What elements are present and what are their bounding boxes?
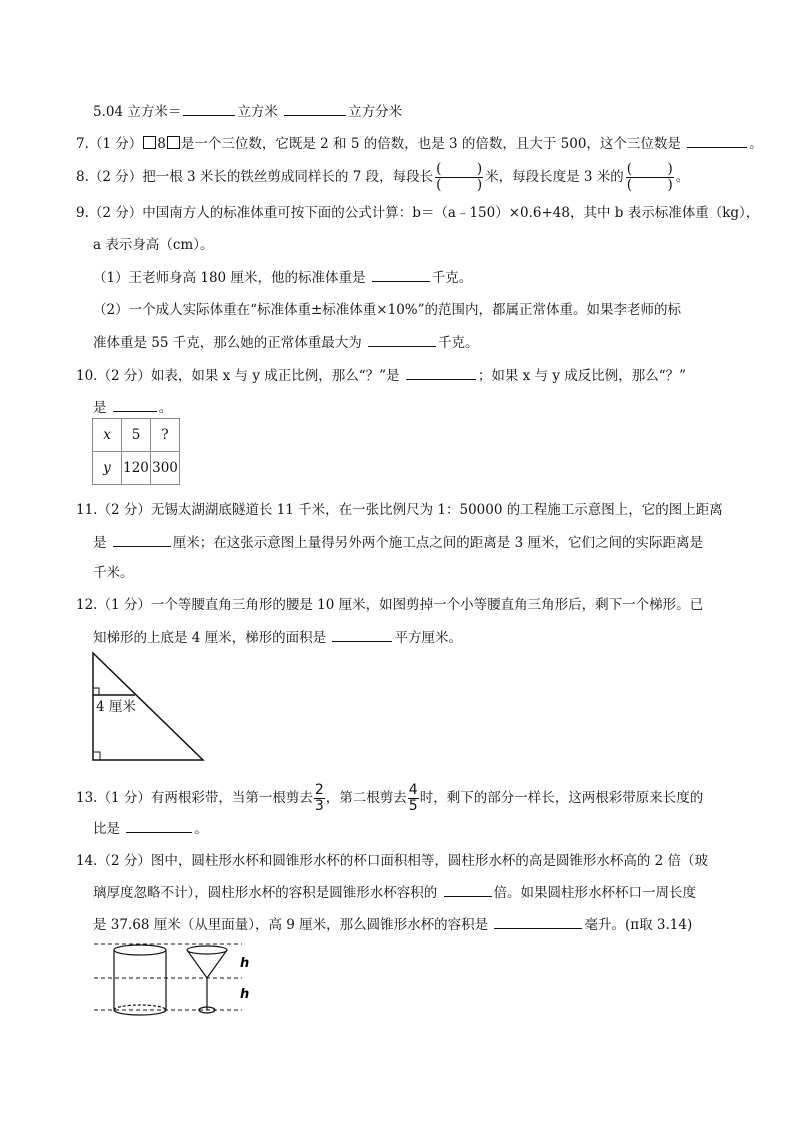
q12-line-1: 12.（1 分）一个等腰直角三角形的腰是 10 厘米，如图剪掉一个小等腰直角三角形后，剩下一个梯形。已 [76, 597, 704, 613]
q9-line-2: a 表示身高（cm）。 [93, 237, 214, 253]
q6-line: 5.04 立方米＝ 立方米 立方分米 [93, 101, 402, 122]
table-row [93, 419, 180, 452]
table-cell: y [93, 452, 122, 485]
table-row [93, 452, 180, 485]
q11-line-3: 千米。 [93, 565, 134, 581]
q11-line-1: 11.（2 分）无锡太湖湖底隧道长 11 千米，在一张比例尺为 1：50000 的工程施工示意图上，它的图上距离 [76, 502, 723, 518]
digit-box-1 [143, 136, 156, 149]
q6-blank-2[interactable] [284, 101, 346, 116]
q10-line-1: 10.（2 分）如表，如果 x 与 y 成正比例，那么“？”是 ；如果 x 与 y 成反比例，那么“？” [76, 365, 686, 386]
q13-blank[interactable] [126, 818, 192, 833]
table-cell: 300 [151, 452, 180, 485]
h-label-top: h [240, 956, 250, 971]
dashed-guides [94, 944, 242, 1010]
right-angle-mark-bottom [93, 752, 100, 760]
q10-blank-2[interactable] [113, 397, 157, 412]
table-cell: 5 [122, 419, 151, 452]
fraction-two-thirds: $\frac{2}{3}$ [314, 782, 324, 814]
cylinder-cup [114, 945, 166, 1015]
q7-line: 7.（1 分） 8 是一个三位数，它既是 2 和 5 的倍数，也是 3 的倍数，且大于 500，这个三位数是 。 [76, 133, 763, 154]
table-cell: x [93, 419, 122, 452]
q9-blank-2[interactable] [368, 332, 436, 347]
q9-sub2-line-1: （2）一个成人实际体重在“标准体重±标准体重×10%”的范围内，都属正常体重。如果李老师的标 [93, 302, 682, 318]
digit-box-2 [167, 136, 180, 149]
fraction-four-fifths: $\frac{4}{5}$ [408, 782, 418, 814]
q13-line-2: 比是 。 [93, 818, 208, 839]
q14-blank-1[interactable] [444, 882, 492, 897]
q13-line-1: 13.（1 分）有两根彩带，当第一根剪去 $\frac{2}{3}$ ，第二根剪去 $\frac{4}{5}$ 时，剩下的部分一样长，这两根彩带原来长度的 [76, 782, 704, 814]
q14-line-1: 14.（2 分）图中，圆柱形水杯和圆锥形水杯的杯口面积相等，圆柱形水杯的高是圆锥形水杯高的 2 倍（玻 [76, 853, 709, 869]
xy-table [92, 418, 180, 485]
q14-line-2: 璃厚度忽略不计），圆柱形水杯的容积是圆锥形水杯容积的 倍。如果圆柱形水杯杯口一周长度 [93, 882, 696, 903]
q8-line: 8.（2 分）把一根 3 米长的铁丝剪成同样长的 7 段，每段长 ( ) ( ) 米，每段长度是 3 米的 ( ) ( ) 。 [76, 161, 690, 193]
table-cell: ? [151, 419, 180, 452]
cone-cup [187, 946, 227, 1013]
q12-figure-label: 4 厘米 [96, 699, 136, 715]
q6-blank-1[interactable] [183, 101, 235, 116]
q14-line-3: 是 37.68 厘米（从里面量），高 9 厘米，那么圆锥形水杯的容积是 毫升。(π取 3.14) [93, 914, 692, 935]
q9-blank-1[interactable] [372, 267, 430, 282]
q8-fraction-2[interactable]: ( ) ( ) [626, 161, 673, 193]
q10-blank-1[interactable] [406, 365, 476, 380]
q12-line-2: 知梯形的上底是 4 厘米，梯形的面积是 平方厘米。 [93, 627, 462, 648]
q11-blank[interactable] [113, 532, 171, 547]
h-label-bottom: h [240, 987, 250, 1002]
q7-blank[interactable] [687, 133, 747, 148]
q11-line-2: 是 厘米；在这张示意图上量得另外两个施工点之间的距离是 3 厘米，它们之间的实际距离是 [93, 532, 703, 553]
cups-figure [92, 938, 262, 1022]
q10-line-2: 是 。 [93, 397, 172, 418]
q8-fraction-1[interactable]: ( ) ( ) [436, 161, 483, 193]
q9-line-1: 9.（2 分）中国南方人的标准体重可按下面的公式计算：b＝（a﹣150）×0.6+48，其中 b 表示标准体重（kg）， [76, 205, 760, 221]
table-cell: 120 [122, 452, 151, 485]
right-angle-mark-top [93, 688, 99, 695]
q9-sub1: （1）王老师身高 180 厘米，他的标准体重是 千克。 [93, 267, 472, 288]
q14-blank-2[interactable] [494, 914, 582, 929]
q9-sub2-line-2: 准体重是 55 千克，那么她的正常体重最大为 千克。 [93, 332, 479, 353]
q12-blank[interactable] [332, 627, 392, 642]
